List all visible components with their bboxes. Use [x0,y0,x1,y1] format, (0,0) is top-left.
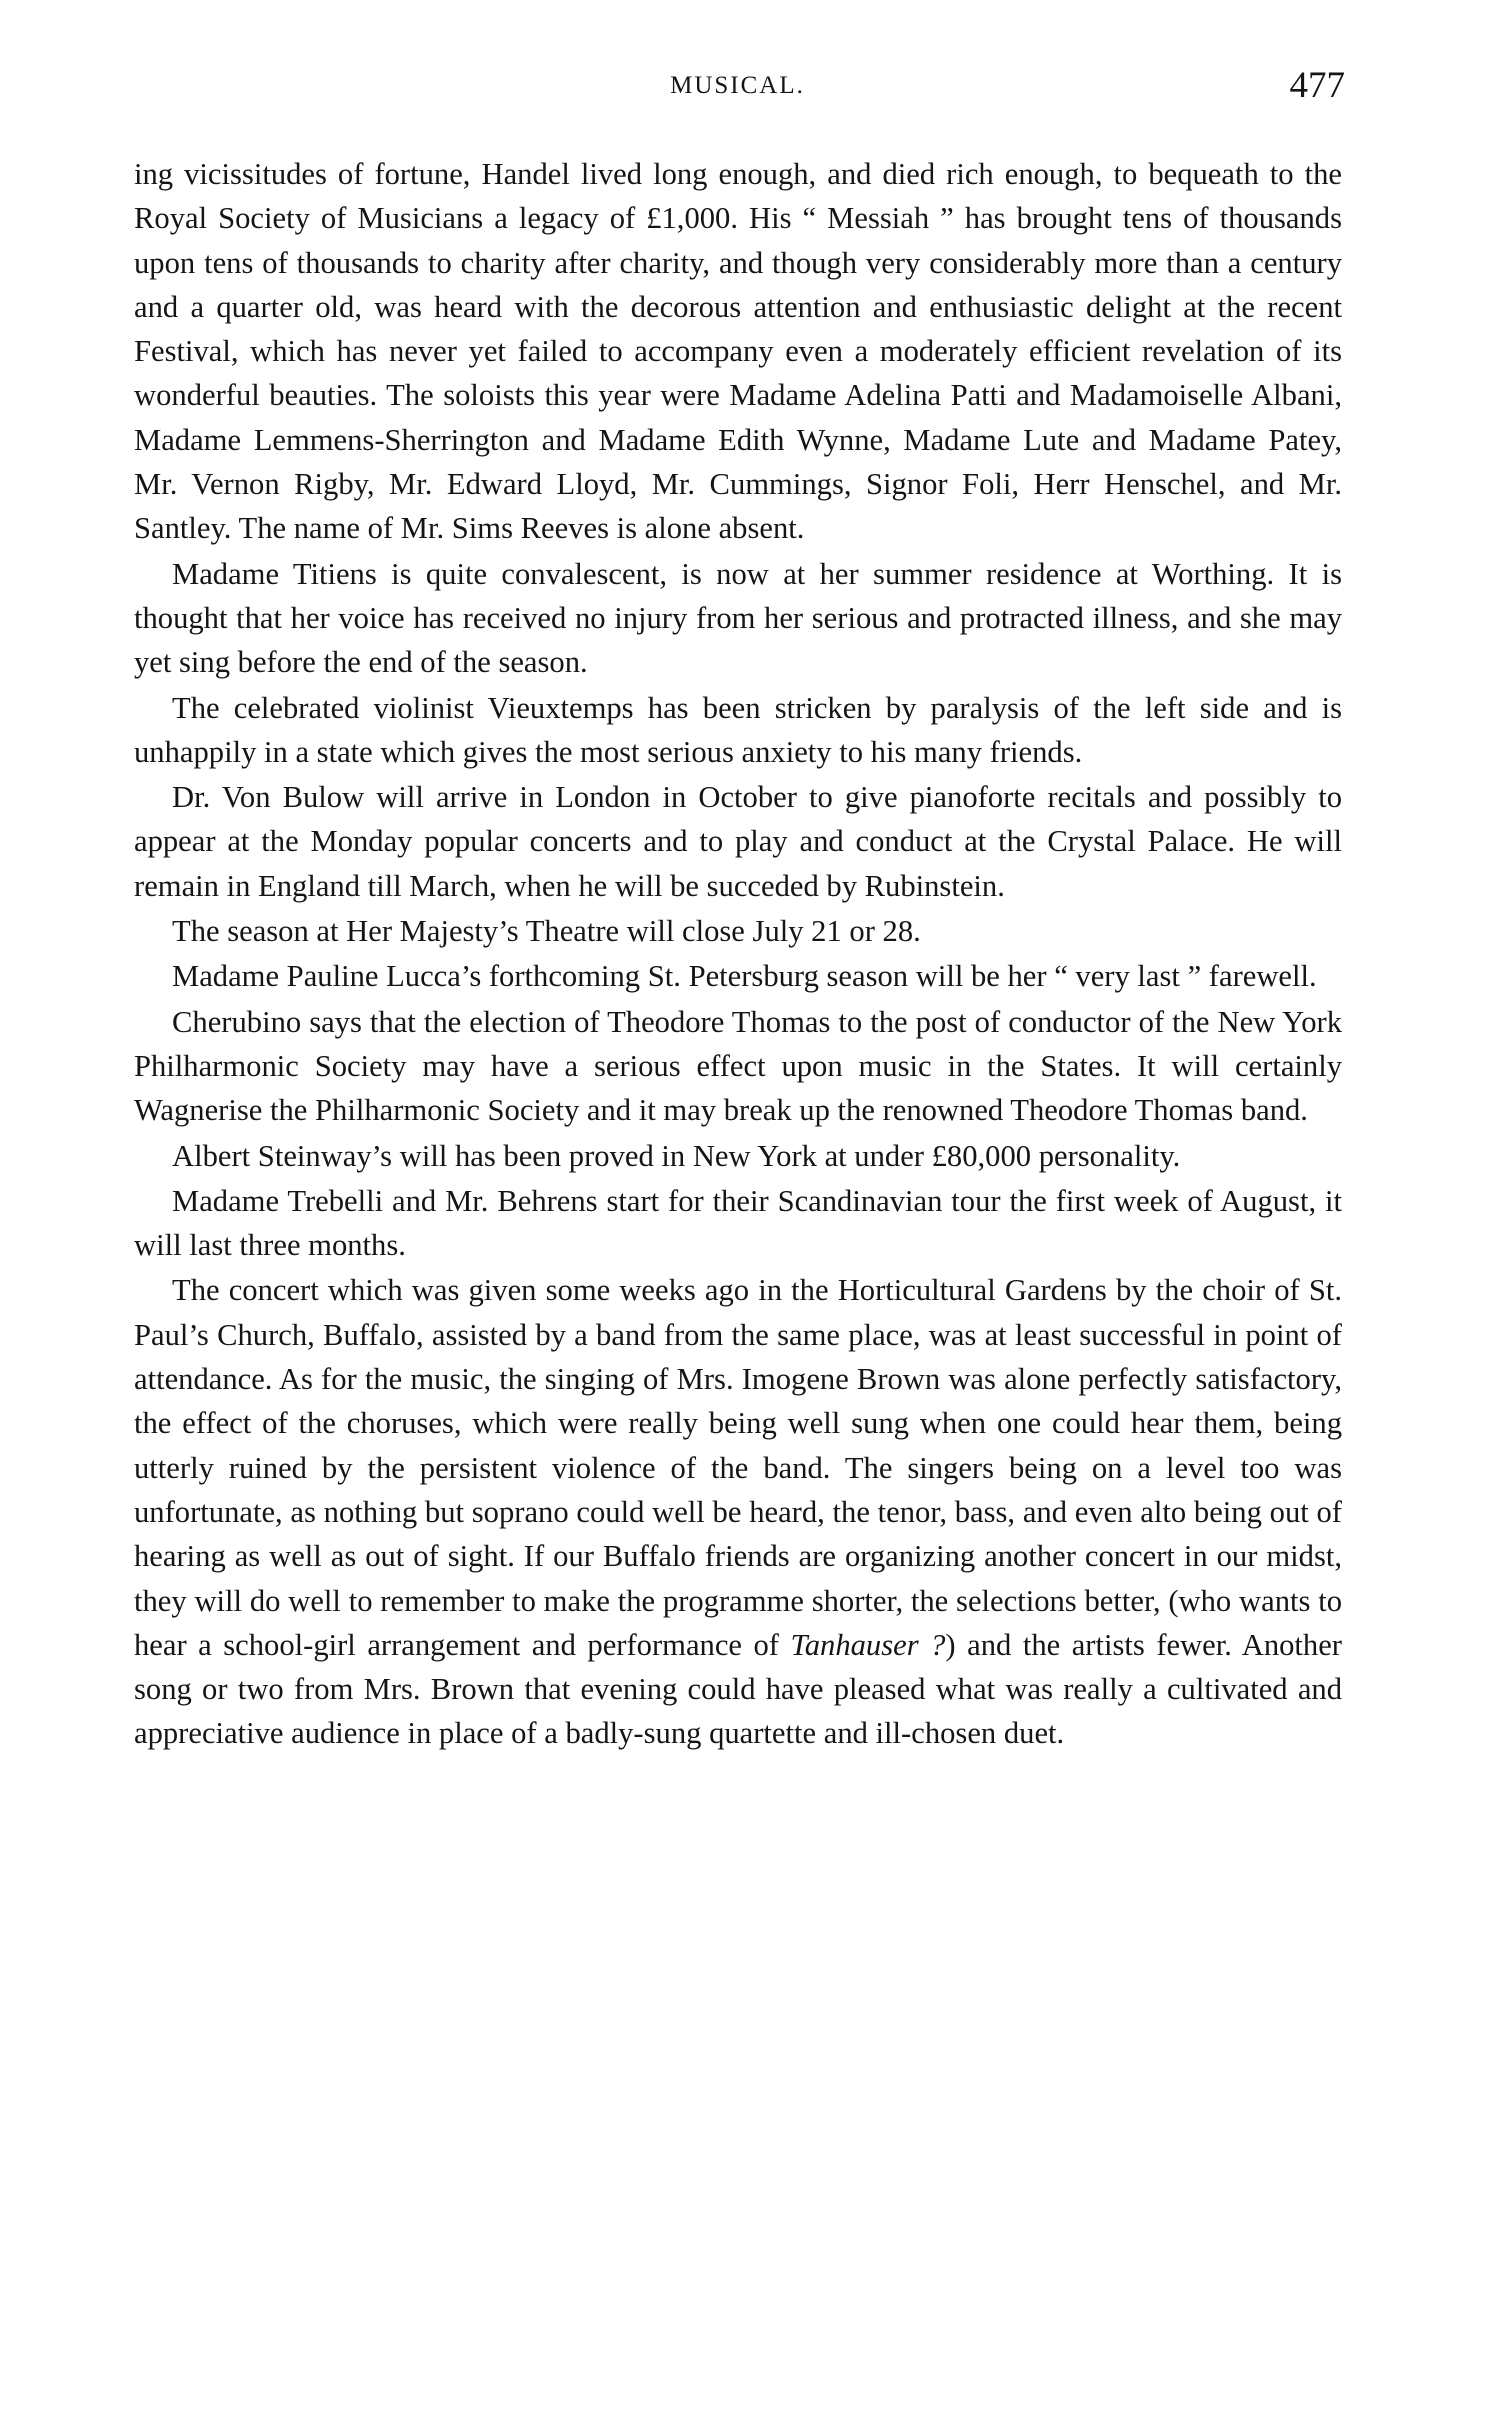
paragraph-vieuxtemps: The celebrated violinist Vieuxtemps has been stricken by paralysis of the left side and is unhappily in a state which gives the most serious anxiety to his many friends. [134,690,1342,769]
article-body [134,152,1342,1756]
paragraph-trebelli: Madame Trebelli and Mr. Behrens start for their Scandinavian tour the first week of August, it will last three months. [134,1183,1342,1263]
opera-title-italic: Tanhauser ? [790,1627,946,1662]
page-number: 477 [1289,65,1345,106]
running-title: MUSICAL. [670,72,805,99]
paragraph-buffalo-concert [134,1268,1342,1755]
page-header [130,64,1345,114]
concert-text-part-2: ) and the artists fewer. Another song or two from Mrs. Brown that evening could have pleased what was really a cultivated and appreciative audience in place of a badly-sung quartette and ill-chosen duet. [134,1627,1342,1751]
paragraph-handel: ing vicissitudes of fortune, Handel lived long enough, and died rich enough, to bequeath to the Royal Society of Musicians a legacy of £1,000. His “ Messiah ” has brought tens of thousands upon tens of thousands to charity after charity, and though very considerably more than a century and a quarter old, was heard with the decorous attention and enthusiastic delight at the recent Festival, which has never yet failed to accompany even a moderately efficient revelation of its wonderful beauties. The soloists this year were Madame Adelina Patti and Madamoiselle Albani, Madame Lemmens-Sherrington and Madame Edith Wynne, Madame Lute and Madame Patey, Mr. Vernon Rigby, Mr. Edward Lloyd, Mr. Cummings, Signor Foli, Herr Henschel, and Mr. Santley. The name of Mr. Sims Reeves is alone absent. [134,157,1342,546]
paragraph-lucca: Madame Pauline Lucca’s forthcoming St. Petersburg season will be her “ very last ” farewell. [172,959,1317,994]
paragraph-cherubino: Cherubino says that the election of Theodore Thomas to the post of conductor of the New York Philharmonic Society may have a serious effect upon music in the States. It will certainly Wagnerise the Philharmonic Society and it may break up the renowned Theodore Thomas band. [134,1004,1342,1128]
paragraph-von-bulow: Dr. Von Bulow will arrive in London in October to give pianoforte recitals and possibly to appear at the Monday popular concerts and to play and conduct at the Crystal Palace. He will remain in England till March, when he will be succeded by Rubinstein. [134,780,1342,903]
paragraph-steinway: Albert Steinway’s will has been proved in New York at under £80,000 personality. [172,1138,1181,1173]
paragraph-her-majestys-theatre: The season at Her Majesty’s Theatre will close July 21 or 28. [172,914,921,949]
concert-text-part-1: The concert which was given some weeks ago in the Horticultural Gardens by the choir of St. Paul’s Church, Buffalo, assisted by a band from the same place, was at least successful in point of attendance. As for the music, the singing of Mrs. Imogene Brown was alone perfectly satisfactory, the effect of the choruses, which were really being well sung when one could hear them, being utterly ruined by the persistent violence of the band. The singers being on a level too was unfortunate, as nothing but soprano could well be heard, the tenor, bass, and even alto being out of hearing as well as out of sight. If our Buffalo friends are organizing another concert in our midst, they will do well to remember to make the programme shorter, the selections better, (who wants to hear a school-girl arrangement and performance of [134,1273,1342,1662]
paragraph-titiens: Madame Titiens is quite convalescent, is now at her summer residence at Worthing. It is thought that her voice has received no injury from her serious and protracted illness, and she may yet sing before the end of the season. [134,556,1342,680]
